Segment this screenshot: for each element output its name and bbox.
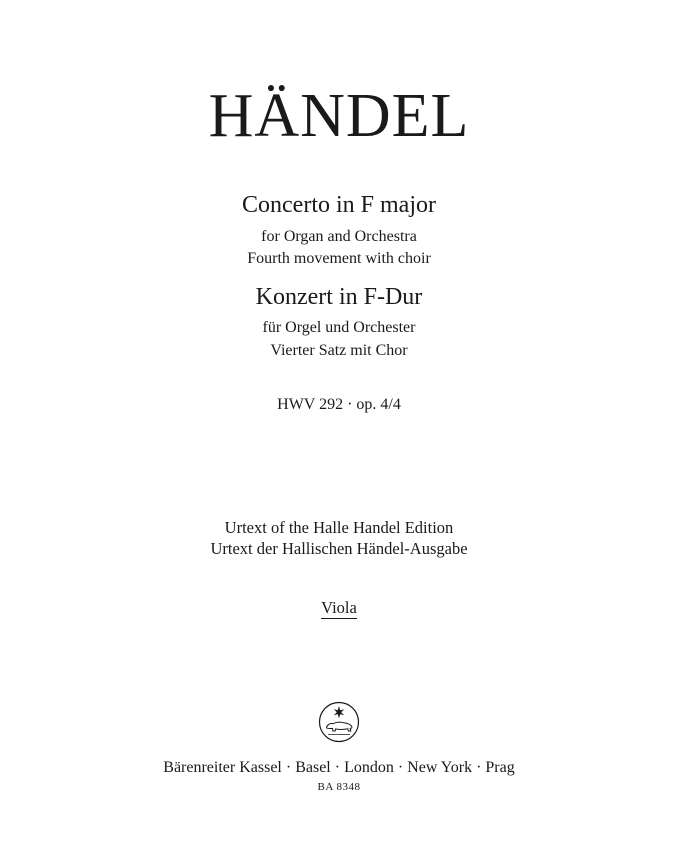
- work-subtitle-en-2: Fourth movement with choir: [247, 250, 431, 267]
- instrument-part-label: Viola: [321, 598, 357, 617]
- work-title-de: Konzert in F-Dur: [255, 284, 423, 310]
- baerenreiter-bear-logo-icon: [318, 701, 360, 743]
- work-title-en: Concerto in F major: [242, 192, 436, 218]
- publisher-cities: Bärenreiter Kassel · Basel · London · New York · Prag: [163, 759, 515, 776]
- catalog-number: HWV 292 · op. 4/4: [277, 396, 401, 413]
- composer-name: HÄNDEL: [208, 82, 470, 150]
- edition-number: BA 8348: [317, 781, 361, 793]
- work-subtitle-en-1: for Organ and Orchestra: [261, 228, 417, 245]
- urtext-de: Urtext der Hallischen Händel-Ausgabe: [210, 539, 468, 558]
- instrument-part: [0, 598, 678, 618]
- work-subtitle-de-1: für Orgel und Orchester: [262, 319, 416, 336]
- work-subtitle-de-2: Vierter Satz mit Chor: [270, 342, 408, 359]
- urtext-en: Urtext of the Halle Handel Edition: [224, 518, 454, 537]
